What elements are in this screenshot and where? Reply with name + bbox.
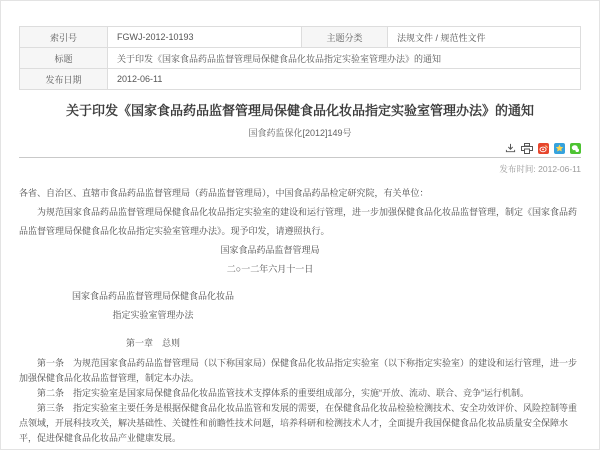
regulation-title-line1: 国家食品药品监督管理局保健食品化妆品: [71, 291, 234, 301]
index-number-label: 索引号: [20, 27, 108, 48]
index-number-value: FGWJ-2012-10193: [108, 27, 302, 48]
weibo-share-icon[interactable]: [538, 143, 549, 154]
intro-paragraph: 为规范国家食品药品监督管理局保健食品化妆品指定实验室的建设和运行管理，进一步加强保健食品化妆品监督管理，制定《国家食品药品监督管理局保健食品化妆品指定实验室管理办法》。现予印发，请遵照执行。: [19, 207, 578, 236]
title-value: 关于印发《国家食品药品监督管理局保健食品化妆品指定实验室管理办法》的通知: [108, 48, 581, 69]
subject-category-label: 主题分类: [302, 27, 388, 48]
document-meta-table: [19, 26, 581, 90]
table-row: [20, 69, 581, 90]
article-2: 第二条 指定实验室是国家局保健食品化妆品监管技术支撑体系的重要组成部分，实施“开放、流动、联合、竞争”运行机制。: [37, 388, 529, 398]
article-3: 第三条 指定实验室主要任务是根据保健食品化妆品监管和发展的需要，在保健食品化妆品检验检测技术、安全功效评价、风险控制等重点领域，开展科技攻关，解决基础性、关键性和前瞻性技术问题，培养科研和检测技术人才，全面提升我国保健食品化妆品质量安全保障水平，促进保健食品化妆品产业健康发展。: [19, 403, 578, 443]
regulation-title: [19, 287, 287, 325]
publish-date-label: 发布日期: [20, 69, 108, 90]
subject-category-value: 法规文件 / 规范性文件: [388, 27, 581, 48]
signature-date: 二○一二年六月十一日: [226, 264, 314, 274]
publish-time: 发布时间: 2012-06-11: [499, 164, 581, 174]
table-row: [20, 48, 581, 69]
download-icon[interactable]: [505, 143, 516, 154]
page-title: 关于印发《国家食品药品监督管理局保健食品化妆品指定实验室管理办法》的通知: [65, 103, 534, 118]
chapter-heading: 第一章 总则: [125, 338, 180, 348]
title-label: 标题: [20, 48, 108, 69]
wechat-share-icon[interactable]: [570, 143, 581, 154]
document-page: [1, 26, 599, 446]
regulation-title-line2: 指定实验室管理办法: [112, 310, 194, 320]
qzone-share-icon[interactable]: [554, 143, 565, 154]
article-1: 第一条 为规范国家食品药品监督管理局（以下称国家局）保健食品化妆品指定实验室（以下称指定实验室）的建设和运行管理，进一步加强保健食品化妆品监督管理，制定本办法。: [19, 358, 578, 383]
document-body: [19, 184, 581, 446]
signer-name: 国家食品药品监督管理局: [220, 245, 320, 255]
signature-block: [0, 241, 551, 279]
articles-section: [19, 356, 581, 446]
document-number: 国食药监保化[2012]149号: [248, 128, 352, 138]
share-toolbar: [19, 143, 581, 158]
salutation: 各省、自治区、直辖市食品药品监督管理局（药品监督管理局），中国食品药品检定研究院，有关单位：: [19, 188, 429, 198]
table-row: [20, 27, 581, 48]
publish-date-value: 2012-06-11: [108, 69, 581, 90]
print-icon[interactable]: [521, 143, 533, 154]
